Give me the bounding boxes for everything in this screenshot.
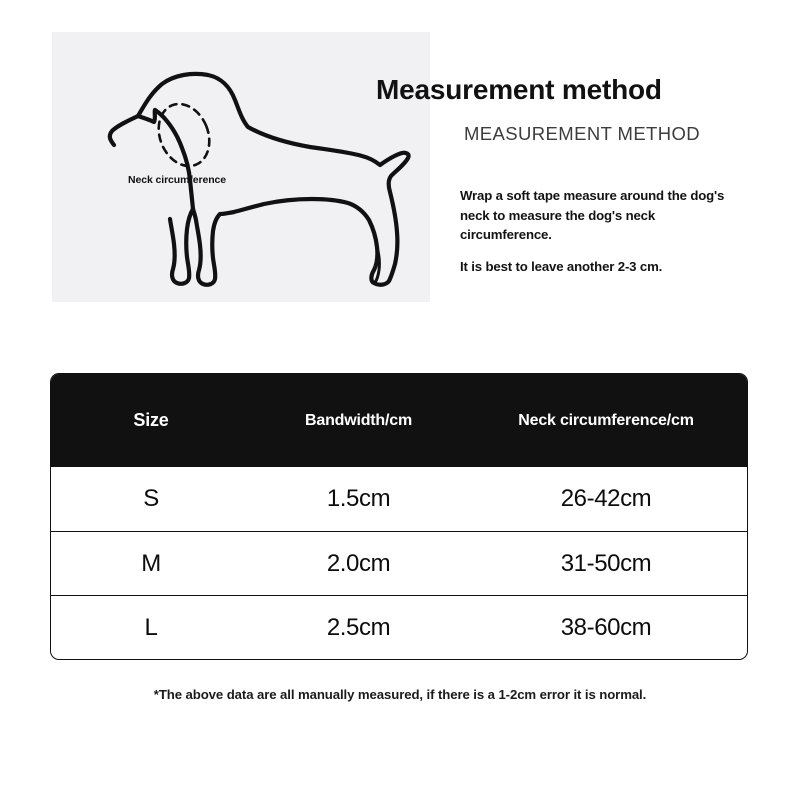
table-row [51,531,747,595]
size-chart-table [50,373,748,660]
cell-neck-circumference: 38-60cm [560,613,652,641]
cell-neck-circumference: 26-42cm [560,485,652,512]
page-title: Measurement method [376,74,662,105]
instruction-paragraph-1: Wrap a soft tape measure around the dog's neck to measure the dog's neck circumference. [460,188,725,242]
column-header-size: Size [133,410,169,430]
instruction-paragraph-2: It is best to leave another 2-3 cm. [460,258,663,274]
cell-size: M [141,549,161,577]
cell-size: L [144,613,158,641]
cell-neck-circumference: 31-50cm [560,549,652,577]
page-subtitle: MEASUREMENT METHOD [464,123,701,144]
measurement-method-hero [0,0,800,330]
column-header-neck-circumference: Neck circumference/cm [518,411,694,429]
dog-side-profile-outline-icon [52,32,430,302]
table-row [51,595,747,659]
table-row [51,467,747,531]
cell-bandwidth: 1.5cm [326,485,391,512]
cell-size: S [143,485,159,512]
dog-illustration-panel [52,32,430,302]
neck-circumference-label: Neck circumference [128,174,227,186]
column-header-bandwidth: Bandwidth/cm [305,411,412,429]
table-header-row [51,374,747,467]
instructions-block [460,186,750,276]
cell-bandwidth: 2.0cm [326,549,391,577]
cell-bandwidth: 2.5cm [326,613,391,641]
measurement-disclaimer: *The above data are all manually measured, if there is a 1-2cm error it is normal. [153,687,647,702]
